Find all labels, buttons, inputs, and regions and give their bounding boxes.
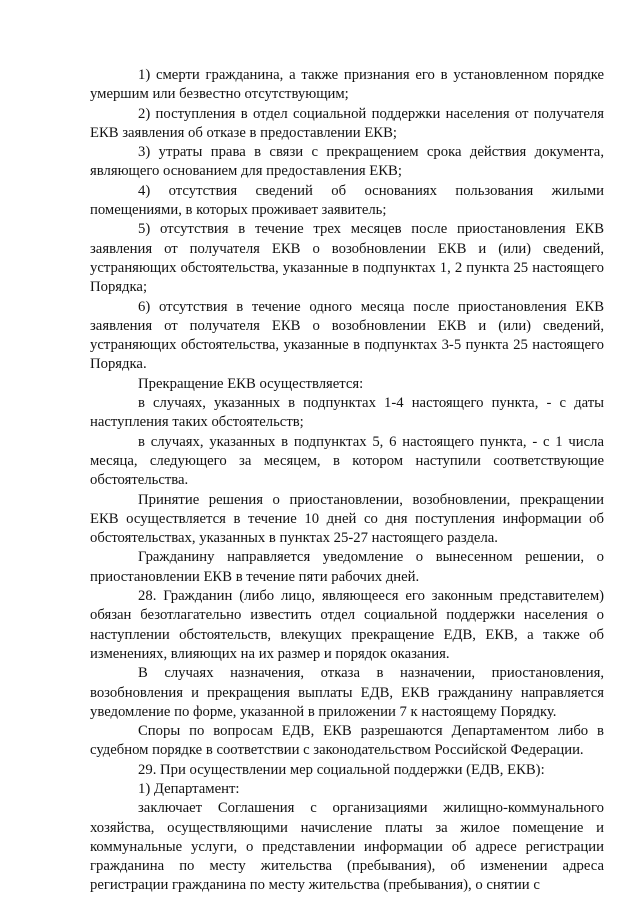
paragraph-refusal-clause: 2) поступления в отдел социальной поддержки населения от получателя ЕКВ заявления об отказе в предоставлении ЕКВ; xyxy=(90,105,604,141)
paragraph-termination-intro: Прекращение ЕКВ осуществляется: xyxy=(138,375,364,392)
paragraph-notification: Гражданину направляется уведомление о вынесенном решении, о приостановлении ЕКВ в течение пяти рабочих дней. xyxy=(90,549,604,585)
document-page xyxy=(90,66,604,896)
paragraph-right-loss-clause: 3) утраты права в связи с прекращением срока действия документа, являющего основанием для предоставления ЕКВ; xyxy=(90,144,604,180)
paragraph-agreements: заключает Соглашения с организациями жилищно-коммунального хозяйства, осуществляющими начисление платы за жилое помещение и коммунальные услуги, о представлении информации об адресе регистрации гражданина по месту жительства (пребывания), об изменении адреса регистрации гражданина по месту жительства (пребывания), о снятии с xyxy=(90,800,604,894)
paragraph-notification-form: В случаях назначения, отказа в назначении, приостановления, возобновления и прекращения выплаты ЕДВ, ЕКВ гражданину направляется уведомление по форме, указанной в приложении 7 к настоящему Порядку. xyxy=(90,665,604,720)
paragraph-department: 1) Департамент: xyxy=(138,780,240,797)
paragraph-disputes: Споры по вопросам ЕДВ, ЕКВ разрешаются Департаментом либо в судебном порядке в соответствии с законодательством Российской Федерации. xyxy=(90,723,604,759)
paragraph-section-28: 28. Гражданин (либо лицо, являющееся его законным представителем) обязан безотлагательно известить отдел социальной поддержки населения о наступлении обстоятельств, влекущих прекращение ЕДВ, ЕКВ, а также об изменениях, влияющих на их размер и порядок оказания. xyxy=(90,588,604,662)
paragraph-termination-cases-5-6: в случаях, указанных в подпунктах 5, 6 настоящего пункта, - с 1 числа месяца, следующего за месяцем, в котором наступили соответствующие обстоятельства. xyxy=(90,433,604,489)
paragraph-no-housing-info-clause: 4) отсутствия сведений об основаниях пользования жилыми помещениями, в которых проживает заявитель; xyxy=(90,182,604,219)
paragraph-decision-timeline: Принятие решения о приостановлении, возобновлении, прекращении ЕКВ осуществляется в течение 10 дней со дня поступления информации об обстоятельствах, указанных в пунктах 25-27 настоящего раздела. xyxy=(90,491,604,547)
paragraph-section-29: 29. При осуществлении мер социальной поддержки (ЕДВ, ЕКВ): xyxy=(138,761,545,778)
paragraph-death-clause: 1) смерти гражданина, а также признания его в установленном порядке умершим или безвестно отсутствующим; xyxy=(90,67,604,103)
paragraph-termination-cases-1-4: в случаях, указанных в подпунктах 1-4 настоящего пункта, - с даты наступления таких обстоятельств; xyxy=(90,395,604,431)
paragraph-one-month-clause: 6) отсутствия в течение одного месяца после приостановления ЕКВ заявления от получателя ЕКВ о возобновлении ЕКВ и (или) сведений, устраняющих обстоятельства, указанные в подпунктах 3-5 пункта 25 настоящего Порядка. xyxy=(90,298,604,373)
paragraph-three-months-clause: 5) отсутствия в течение трех месяцев после приостановления ЕКВ заявления от получателя ЕКВ о возобновлении ЕКВ и (или) сведений, устраняющих обстоятельства, указанные в подпунктах 1, 2 пункта 25 настоящего Порядка; xyxy=(90,221,604,296)
